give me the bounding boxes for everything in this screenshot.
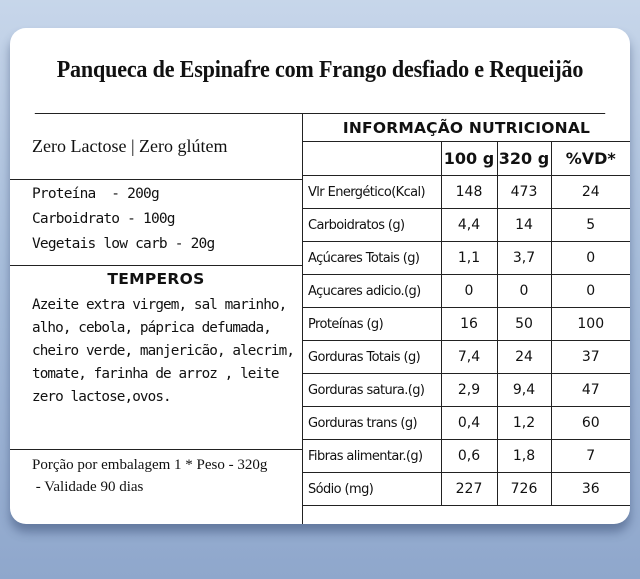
macro-item: Proteína - 200g — [32, 186, 159, 202]
product-info-panel — [10, 114, 303, 524]
header-cell: 100 g — [441, 142, 497, 176]
value-percent-dv: 47 — [551, 374, 630, 407]
nutrient-label: Carboidratos (g) — [303, 209, 441, 242]
value-percent-dv: 60 — [551, 407, 630, 440]
nutrient-label: Fibras alimentar.(g) — [303, 440, 441, 473]
dietary-claims: Zero Lactose | Zero glútem — [10, 114, 302, 180]
nutrient-label: Sódio (mg) — [303, 473, 441, 506]
value-320g: 3,7 — [497, 242, 551, 275]
nutrition-row — [303, 407, 630, 440]
nutrition-facts-panel — [303, 114, 630, 524]
shelf-life: - Validade 90 dias — [32, 479, 144, 495]
nutrition-title: INFORMAÇÃO NUTRICIONAL — [303, 114, 630, 142]
value-percent-dv: 36 — [551, 473, 630, 506]
header-cell: 320 g — [497, 142, 551, 176]
value-100g: 227 — [441, 473, 497, 506]
value-percent-dv: 24 — [551, 176, 630, 209]
temperos-list — [10, 292, 302, 450]
value-320g: 9,4 — [497, 374, 551, 407]
temperos-line: tomate, farinha de arroz , leite — [32, 366, 279, 382]
header-cell — [303, 142, 441, 176]
macro-item: Carboidrato - 100g — [32, 211, 175, 227]
value-100g: 148 — [441, 176, 497, 209]
value-percent-dv: 5 — [551, 209, 630, 242]
macros-list — [10, 180, 302, 266]
nutrient-label: Açucares adicio.(g) — [303, 275, 441, 308]
nutrition-label-card — [10, 28, 630, 524]
portion-info — [10, 450, 302, 498]
product-title: Panqueca de Espinafre com Frango desfiado e Requeijão — [35, 28, 605, 114]
macro-item: Vegetais low carb - 20g — [32, 236, 215, 252]
value-320g: 50 — [497, 308, 551, 341]
nutrition-row — [303, 209, 630, 242]
value-percent-dv: 100 — [551, 308, 630, 341]
nutrition-row — [303, 275, 630, 308]
value-320g: 0 — [497, 275, 551, 308]
nutrition-row — [303, 440, 630, 473]
value-percent-dv: 7 — [551, 440, 630, 473]
value-100g: 0,6 — [441, 440, 497, 473]
nutrition-table — [303, 142, 630, 506]
value-320g: 726 — [497, 473, 551, 506]
temperos-line: Azeite extra virgem, sal marinho, — [32, 297, 287, 313]
temperos-line: alho, cebola, páprica defumada, — [32, 320, 271, 336]
nutrition-header-row — [303, 142, 630, 176]
nutrition-row — [303, 308, 630, 341]
value-320g: 24 — [497, 341, 551, 374]
temperos-line: zero lactose,ovos. — [32, 389, 171, 405]
value-percent-dv: 37 — [551, 341, 630, 374]
value-100g: 0 — [441, 275, 497, 308]
value-320g: 1,2 — [497, 407, 551, 440]
nutrient-label: Gorduras satura.(g) — [303, 374, 441, 407]
temperos-line: cheiro verde, manjericão, alecrim, — [32, 343, 295, 359]
value-320g: 1,8 — [497, 440, 551, 473]
value-100g: 1,1 — [441, 242, 497, 275]
temperos-heading: TEMPEROS — [107, 270, 205, 288]
value-100g: 16 — [441, 308, 497, 341]
nutrition-row — [303, 341, 630, 374]
value-100g: 7,4 — [441, 341, 497, 374]
value-100g: 0,4 — [441, 407, 497, 440]
nutrition-row — [303, 374, 630, 407]
nutrition-row — [303, 176, 630, 209]
value-100g: 4,4 — [441, 209, 497, 242]
value-percent-dv: 0 — [551, 275, 630, 308]
nutrition-row — [303, 242, 630, 275]
nutrient-label: Gorduras trans (g) — [303, 407, 441, 440]
header-cell: %VD* — [551, 142, 630, 176]
value-100g: 2,9 — [441, 374, 497, 407]
nutrient-label: Proteínas (g) — [303, 308, 441, 341]
nutrient-label: Açúcares Totais (g) — [303, 242, 441, 275]
value-320g: 14 — [497, 209, 551, 242]
value-percent-dv: 0 — [551, 242, 630, 275]
portion-size: Porção por embalagem 1 * Peso - 320g — [32, 457, 268, 473]
nutrient-label: Vlr Energético(Kcal) — [303, 176, 441, 209]
nutrition-row — [303, 473, 630, 506]
value-320g: 473 — [497, 176, 551, 209]
nutrient-label: Gorduras Totais (g) — [303, 341, 441, 374]
